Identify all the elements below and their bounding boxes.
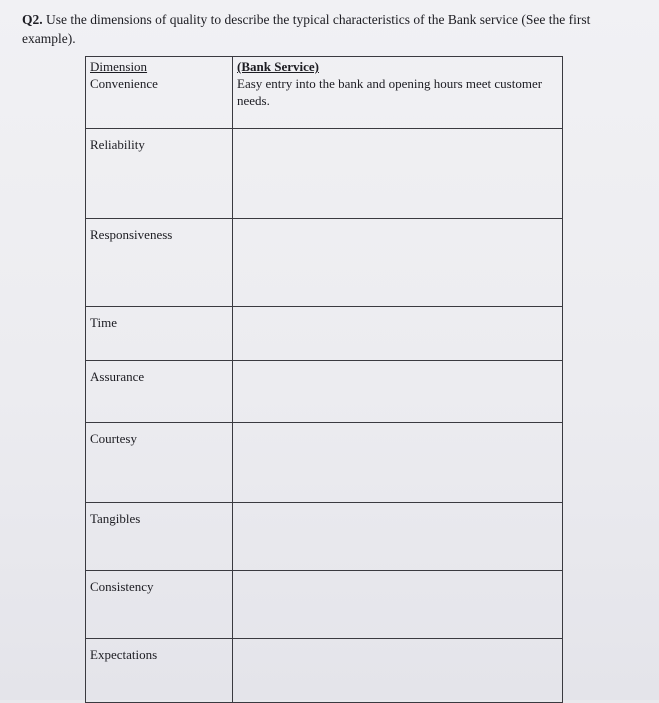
table-row	[86, 503, 563, 571]
dimension-label: Expectations	[90, 647, 158, 662]
dimension-cell	[86, 423, 233, 503]
dimension-cell	[86, 307, 233, 361]
quality-dimensions-table	[85, 56, 563, 703]
dimension-label: Courtesy	[90, 431, 137, 446]
dimension-label: Responsiveness	[90, 227, 173, 242]
dimension-label: Tangibles	[90, 511, 141, 526]
header-bank-service: (Bank Service)	[237, 59, 319, 74]
dimension-cell	[86, 503, 233, 571]
description-cell[interactable]	[233, 219, 563, 307]
question-number: Q2.	[22, 12, 43, 27]
dimension-label: Time	[90, 315, 117, 330]
table-row	[86, 129, 563, 219]
table-row	[86, 361, 563, 423]
description-cell[interactable]	[233, 129, 563, 219]
dimension-label: Consistency	[90, 579, 154, 594]
description-cell[interactable]	[233, 307, 563, 361]
table-row	[86, 307, 563, 361]
description-cell[interactable]	[233, 639, 563, 703]
dimension-cell	[86, 129, 233, 219]
dimension-cell	[86, 361, 233, 423]
table-row	[86, 571, 563, 639]
dimension-cell	[86, 219, 233, 307]
dimension-label: Assurance	[90, 369, 145, 384]
dimension-cell	[86, 639, 233, 703]
description-cell[interactable]	[233, 57, 563, 129]
question-text	[22, 10, 632, 48]
table-row	[86, 57, 563, 129]
description-cell[interactable]	[233, 571, 563, 639]
header-dimension: Dimension	[90, 59, 148, 74]
description-cell[interactable]	[233, 361, 563, 423]
dimension-label: Reliability	[90, 137, 145, 152]
question-body: Use the dimensions of quality to describe the typical characteristics of the Bank service (See the first example).	[22, 12, 591, 46]
description-cell[interactable]	[233, 503, 563, 571]
description-cell[interactable]	[233, 423, 563, 503]
dimension-label: Convenience	[90, 76, 158, 91]
dimension-cell	[86, 571, 233, 639]
description-text: Easy entry into the bank and opening hours meet customer needs.	[237, 76, 543, 108]
dimension-cell	[86, 57, 233, 129]
table-row	[86, 219, 563, 307]
table-row	[86, 639, 563, 703]
table-row	[86, 423, 563, 503]
